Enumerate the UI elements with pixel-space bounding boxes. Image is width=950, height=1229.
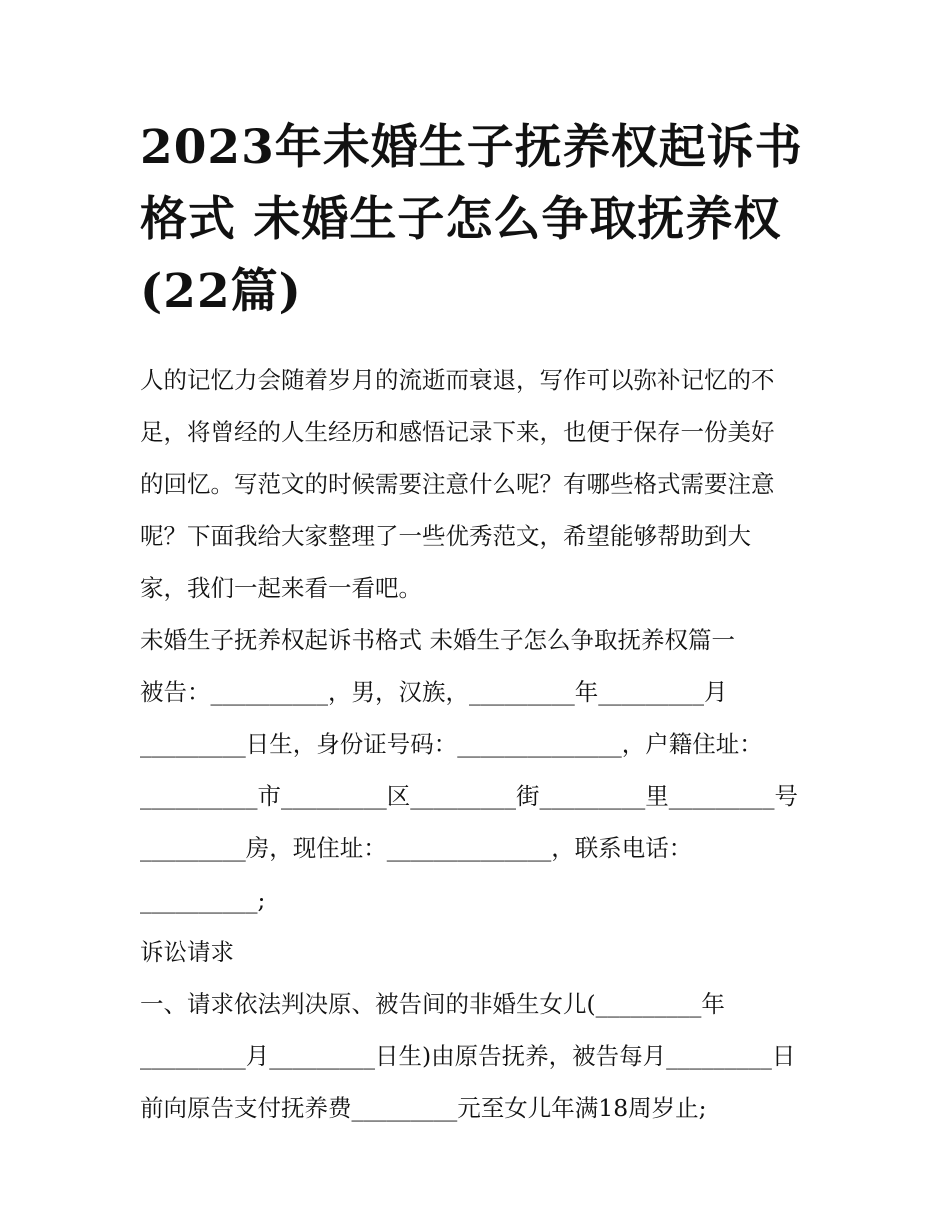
paragraph-line: 人的记忆力会随着岁月的流逝而衰退，写作可以弥补记忆的不: [140, 366, 775, 394]
defendant-info: [140, 666, 820, 926]
paragraph-line: __________市_________区_________街_________里_________号: [140, 782, 798, 810]
intro-paragraph: [140, 354, 820, 614]
paragraph-line: 前向原告支付抚养费_________元至女儿年满18周岁止;: [140, 1094, 707, 1122]
claims-heading: 诉讼请求: [140, 938, 234, 966]
title-line: (22篇): [140, 264, 302, 319]
paragraph-line: 足，将曾经的人生经历和感悟记录下来，也便于保存一份美好: [140, 418, 775, 446]
paragraph-line: _________月_________日生)由原告抚养，被告每月_________日: [140, 1042, 796, 1070]
paragraph-line: _________房，现住址：______________，联系电话：: [140, 834, 693, 862]
paragraph-line: __________;: [140, 886, 266, 914]
title-line: 2023年未婚生子抚养权起诉书: [140, 120, 803, 175]
title-line: 格式 未婚生子怎么争取抚养权: [140, 192, 782, 247]
claims-paragraph: [140, 978, 820, 1134]
paragraph-line: 被告：__________，男，汉族，_________年_________月: [140, 678, 728, 706]
document-body: [140, 354, 820, 1134]
paragraph-line: 家，我们一起来看一看吧。: [140, 574, 422, 602]
section-heading: 未婚生子抚养权起诉书格式 未婚生子怎么争取抚养权篇一: [140, 626, 735, 654]
paragraph-line: _________日生，身份证号码：______________，户籍住址：: [140, 730, 763, 758]
paragraph-line: 的回忆。写范文的时候需要注意什么呢？有哪些格式需要注意: [140, 470, 775, 498]
paragraph-line: 一、请求依法判决原、被告间的非婚生女儿(_________年: [140, 990, 725, 1018]
document-title: [140, 112, 820, 328]
paragraph-line: 呢？下面我给大家整理了一些优秀范文，希望能够帮助到大: [140, 522, 751, 550]
